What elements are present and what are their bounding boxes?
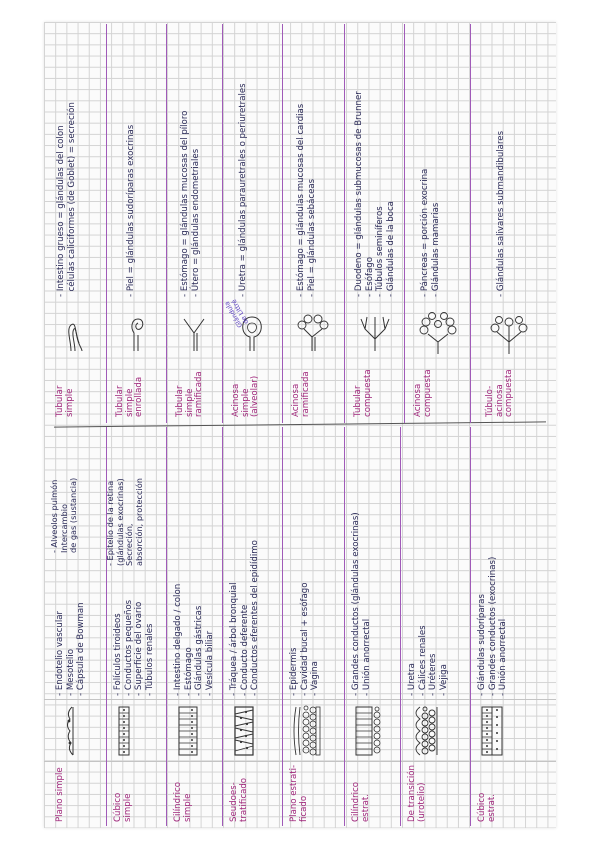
table-row <box>108 22 166 425</box>
list-item: - Tráquea / árbol bronquial <box>229 582 239 696</box>
examples-list <box>168 425 222 700</box>
gland-name: Túbulo-acinosa compuesta <box>485 369 515 417</box>
list-item: - Intestino grueso = glándulas del colon <box>56 125 66 297</box>
list-item: - Grandes conductos (glándulas exocrinas) <box>351 512 361 696</box>
gland-table <box>44 22 556 425</box>
tubular-ramificada-diagram <box>168 303 222 363</box>
list-item: - Estómago = glándulas mucosas del cardias <box>296 103 306 297</box>
examples-list <box>346 425 400 700</box>
list-item: - Glándulas salivares submandibulares <box>496 130 506 297</box>
type-name: Seudoes-tratificado <box>229 777 249 822</box>
table-row <box>224 425 282 828</box>
list-item: - Epitelio de la retina <box>105 480 115 566</box>
table-row <box>105 425 166 828</box>
transicion-diagram <box>402 700 470 762</box>
list-item: - Cálices renales <box>417 625 428 696</box>
side-notes <box>106 478 144 566</box>
table-row <box>346 425 400 828</box>
list-item: Intercambio <box>58 503 69 553</box>
list-item: - Uréteres <box>428 653 438 696</box>
list-item: - Túbulos seminíferos <box>375 206 385 297</box>
examples-list <box>406 22 470 303</box>
table-row <box>406 22 470 425</box>
acinosa-simple-diagram <box>222 297 282 363</box>
seudoestratificado-diagram <box>224 700 282 762</box>
list-item: Secreción, <box>124 523 135 566</box>
rotated-notes <box>44 22 556 828</box>
list-item: - Unión anorrectal <box>498 618 508 696</box>
list-item: - Conductos pequeños <box>123 599 134 696</box>
gland-name: Acinosa simple (alveolar) <box>231 375 261 417</box>
list-item: - Glándulas sudoríparas <box>477 594 487 696</box>
gland-name: Tubular simple <box>55 385 75 417</box>
tubular-simple-diagram <box>48 303 106 363</box>
list-item: - Alveolos pulmón <box>49 479 59 553</box>
list-item: - Endotelio vascular <box>55 610 65 696</box>
table-row <box>472 22 546 425</box>
examples-list <box>50 425 106 700</box>
examples-list <box>346 22 404 303</box>
table-row <box>168 425 222 828</box>
acinosa-ramificada-diagram <box>284 303 344 363</box>
type-name: Plano simple <box>55 767 65 822</box>
plano-simple-diagram <box>50 700 106 762</box>
acinosa-compuesta-diagram <box>406 303 470 363</box>
list-item: - Grandes conductos (exocrinas) <box>487 556 498 696</box>
gland-name: Acinosa compuesta <box>413 369 433 417</box>
examples-list <box>472 425 546 700</box>
table-row <box>346 22 404 425</box>
list-item: - Vejiga <box>438 664 449 696</box>
table-row <box>402 425 470 828</box>
list-item: - Túbulos renales <box>144 623 155 696</box>
type-name: De transición (urotelio) <box>407 765 427 822</box>
list-item: (glándulas exocrinas) <box>114 478 125 566</box>
cilindrico-simple-diagram <box>168 700 222 762</box>
list-item: - Glándulas de la boca <box>385 201 396 297</box>
side-notes <box>50 478 79 553</box>
epithelium-table <box>44 425 556 828</box>
type-name: Cilíndrico estrat. <box>351 782 371 822</box>
list-item: - Superficie del ovario <box>134 601 144 696</box>
notebook-page <box>44 22 556 828</box>
list-item: - Epidermis <box>289 647 299 696</box>
list-item: células caliciformes (de Goblet) = secreción <box>66 102 77 292</box>
gland-name: Tubular simple enrollada <box>115 376 145 417</box>
table-row <box>168 22 222 425</box>
table-row <box>472 425 546 828</box>
examples-list <box>108 22 166 303</box>
type-name: Cilíndrico simple <box>173 782 193 822</box>
list-item: - Intestino delgado / colon <box>173 583 183 696</box>
list-item: - Glándulas mamarias <box>430 202 441 297</box>
list-item: - Uretra = glándulas parauretrales o periuretrales <box>238 83 248 297</box>
table-row <box>224 22 282 425</box>
cubico-simple-diagram <box>108 700 166 762</box>
list-item: - Útero = glándulas endometriales <box>190 148 201 297</box>
list-item: - Estómago = glándulas mucosas del píloro <box>180 110 190 297</box>
cilindrico-estratificado-diagram <box>346 700 400 762</box>
tubular-compuesta-diagram <box>346 303 404 363</box>
examples-list <box>402 425 470 700</box>
table-row <box>284 22 344 425</box>
type-name: Plano estrati-ficado <box>289 764 309 822</box>
cubico-estratificado-diagram <box>472 700 546 762</box>
list-item: - Duodeno = glándulas submucosas de Brunner <box>354 91 364 297</box>
list-item: - Vesícula biliar <box>204 630 215 696</box>
list-item: - Conducto deferente <box>239 604 250 696</box>
table-row <box>48 22 106 425</box>
table-row <box>284 425 344 828</box>
list-item: - Glándulas gástricas <box>194 605 204 696</box>
list-item: - Uretra <box>407 663 417 696</box>
examples-list <box>168 22 222 303</box>
examples-list <box>284 22 344 303</box>
tubulo-acinosa-diagram <box>472 303 546 363</box>
list-item: - Folículos tiroideos <box>113 613 123 696</box>
gland-name: Acinosa ramificada <box>291 371 311 417</box>
table-row <box>50 425 106 828</box>
gland-name: Tubular simple ramificada <box>175 371 205 417</box>
examples-list <box>284 425 344 700</box>
examples-list <box>472 22 546 303</box>
gland-annotation: Glándula de Littré <box>222 297 251 330</box>
type-name: Cúbico estrat. <box>477 792 497 822</box>
list-item: absorción, protección <box>133 478 144 566</box>
plano-estratificado-diagram <box>284 700 344 762</box>
list-item: - Mesotelio <box>65 649 76 696</box>
list-item: - Vagina <box>310 661 320 696</box>
tubular-enrollada-diagram <box>108 303 166 363</box>
list-item: - Cápsula de Bowman <box>76 602 86 696</box>
list-item: - Piel = glándulas sudoríparas exocrinas <box>126 124 136 297</box>
examples-list <box>224 22 282 303</box>
examples-list <box>224 425 282 700</box>
list-item: de gas (sustancia) <box>68 477 79 553</box>
list-item: - Páncreas = porción exocrina <box>420 168 430 297</box>
list-item: - Piel = glándulas sebáceas <box>306 178 317 297</box>
list-item: - Esófago <box>364 256 375 297</box>
type-name: Cúbico simple <box>113 792 133 822</box>
list-item: - Conductos eferentes del epidídimo <box>250 540 260 696</box>
list-item: - Unión anorrectal <box>361 618 372 696</box>
list-item: - Estómago <box>183 647 194 696</box>
gland-name: Tubular compuesta <box>353 369 373 417</box>
list-item: - Cavidad bucal + esófago <box>299 582 310 696</box>
examples-list <box>48 22 106 303</box>
